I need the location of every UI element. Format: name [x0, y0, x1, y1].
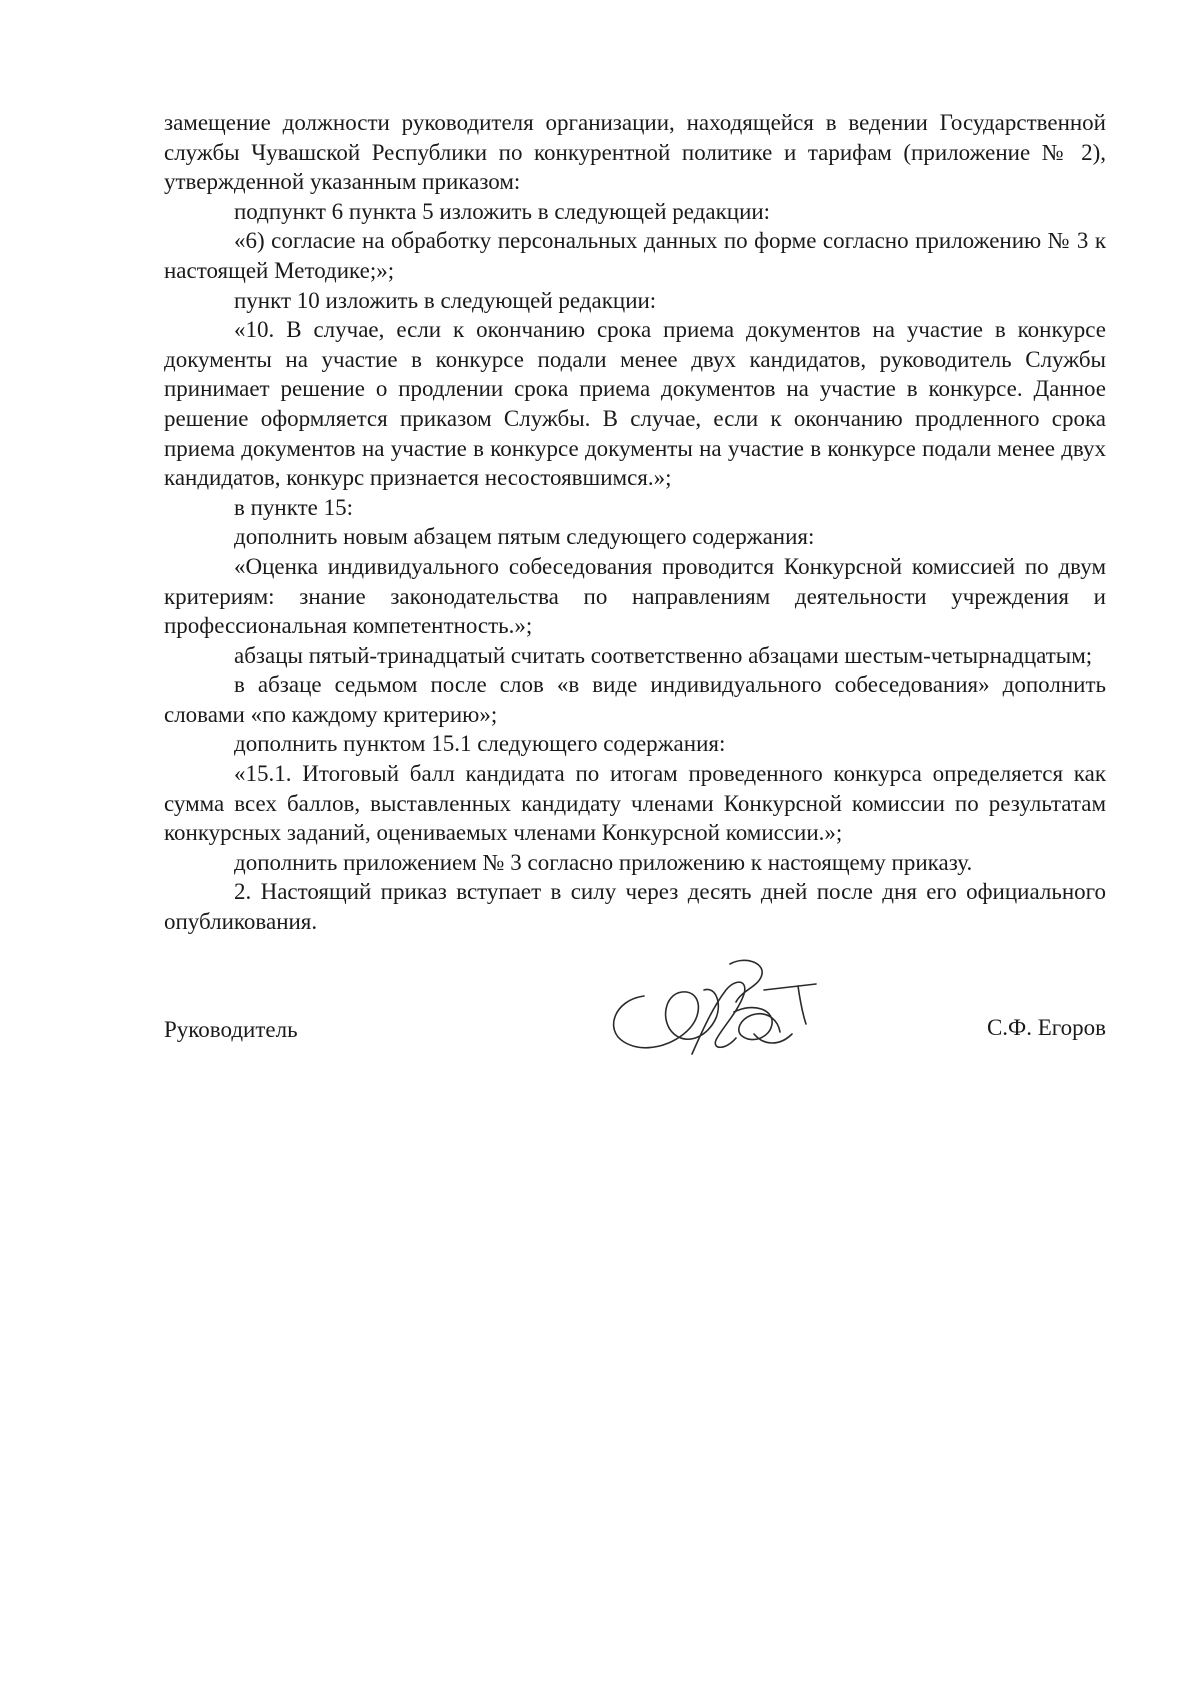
paragraph-effective: 2. Настоящий приказ вступает в силу через десять дней после дня его официального опубликования.	[164, 879, 1106, 935]
document-body	[164, 108, 1106, 937]
signatory-title: Руководитель	[164, 1017, 298, 1042]
paragraph-item-10-text: «10. В случае, если к окончанию срока приема документов на участие в конкурсе документы на участие в конкурсе подали менее двух кандидатов, руководитель Службы принимает решение о продлении срока приема документов на участие в конкурсе. Данное решение оформляется приказом Службы. В случае, если к окончанию продленного срока приема документов на участие в конкурсе документы на участие в конкурсе подали менее двух кандидатов, конкурс признается несостоявшимся.»;	[164, 317, 1106, 491]
paragraph-add-fifth: дополнить новым абзацем пятым следующего содержания:	[234, 524, 815, 550]
paragraph-subitem-6-text: «6) согласие на обработку персональных данных по форме согласно приложению № 3 к настоящей Методике;»;	[164, 228, 1106, 283]
paragraph-subitem-6: подпункт 6 пункта 5 изложить в следующей редакции:	[234, 198, 771, 224]
signature-block	[164, 950, 1106, 1070]
paragraph-seventh: в абзаце седьмом после слов «в виде индивидуального собеседования» дополнить словами «по каждому критерию»;	[164, 672, 1106, 727]
paragraph-renumber: абзацы пятый-тринадцатый считать соответственно абзацами шестым-четырнадцатым;	[234, 642, 1093, 668]
paragraph-add-appendix: дополнить приложением № 3 согласно приложению к настоящему приказу.	[234, 849, 973, 875]
paragraph-item-15: в пункте 15:	[234, 494, 353, 520]
signatory-name: С.Ф. Егоров	[986, 1015, 1106, 1040]
handwritten-signature	[604, 950, 834, 1070]
paragraph-15-1-text: «15.1. Итоговый балл кандидата по итогам проведенного конкурса определяется как сумма всех баллов, выставленных кандидату членами Конкурсной комиссии по результатам конкурсных заданий, оцениваемых членами Конкурсной комиссии.»;	[164, 761, 1106, 846]
paragraph-add-15-1: дополнить пунктом 15.1 следующего содержания:	[234, 731, 726, 757]
paragraph-item-10: пункт 10 изложить в следующей редакции:	[234, 287, 657, 313]
paragraph-intro: замещение должности руководителя организации, находящейся в ведении Государственной службы Чувашской Республики по конкурентной политике и тарифам (приложение № 2), утвержденной указанным приказом:	[164, 110, 1106, 195]
paragraph-assessment-text: «Оценка индивидуального собеседования проводится Конкурсной комиссией по двум критериям: знание законодательства по направлениям деятельности учреждения и профессиональная компетентность.»;	[164, 553, 1106, 639]
